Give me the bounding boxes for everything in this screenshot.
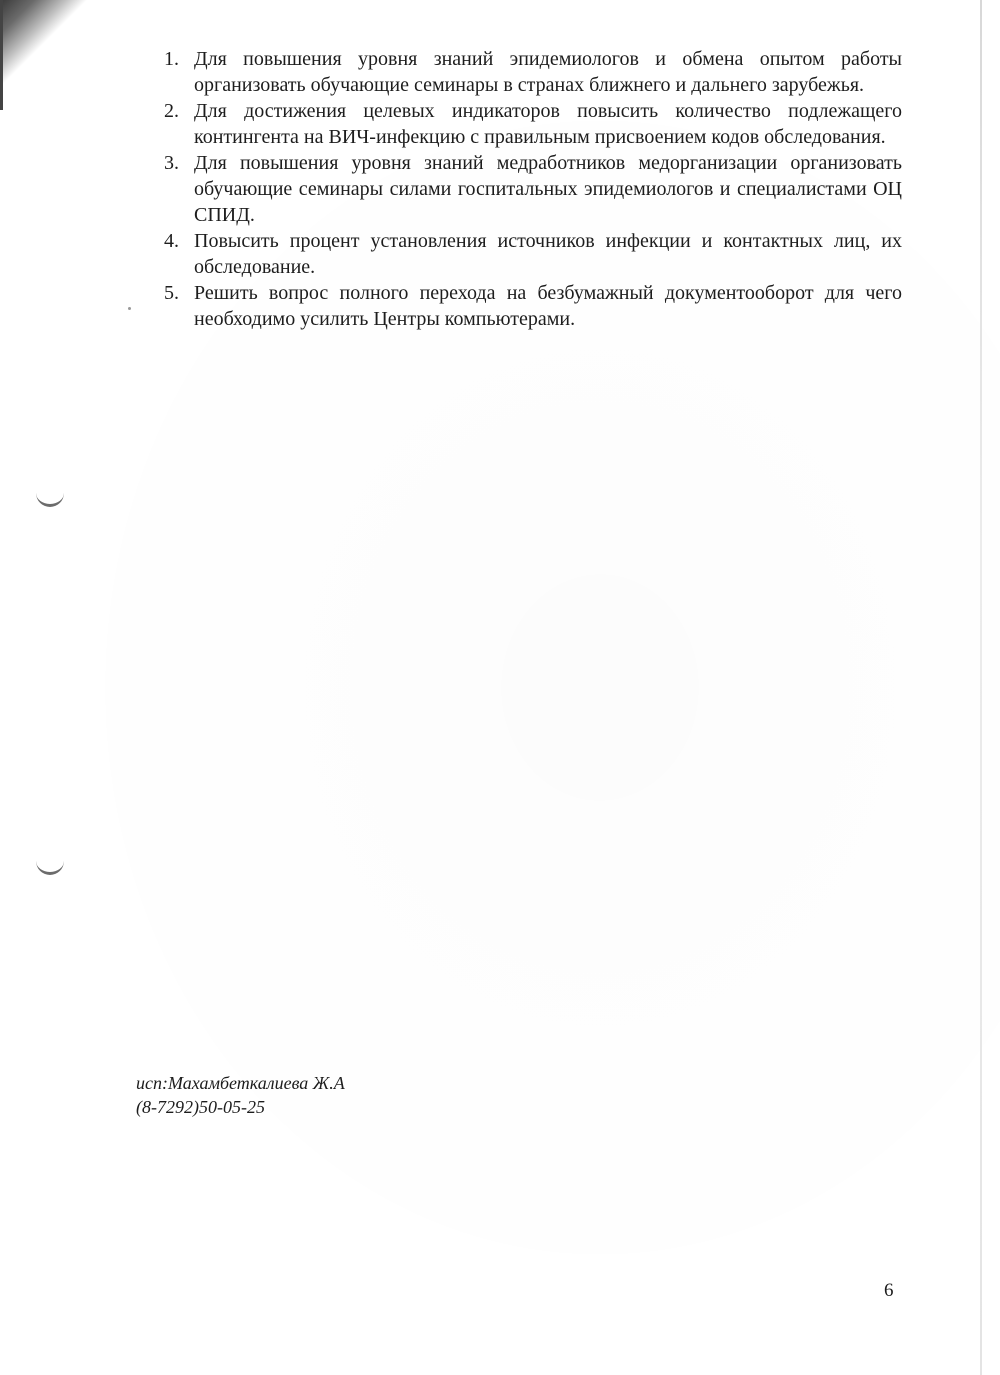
list-item-number: 5. <box>164 282 179 304</box>
list-item-text: Для повышения уровня знаний медработников медорганизации организовать обучающие семинары силами госпитальных эпидемиологов и специалистами ОЦ СПИД. <box>194 152 902 226</box>
list-item <box>160 280 902 332</box>
scan-edge-right <box>980 0 982 1375</box>
page-number: 6 <box>884 1280 894 1301</box>
list-item-text: Для повышения уровня знаний эпидемиологов и обмена опытом работы организовать обучающие семинары в странах ближнего и дальнего зарубежья. <box>194 48 902 96</box>
recommendations-list <box>160 46 902 332</box>
list-item-text: Для достижения целевых индикаторов повысить количество подлежащего контингента на ВИЧ-инфекцию с правильным присвоением кодов обследования. <box>194 100 902 148</box>
scan-corner-fold <box>0 0 90 100</box>
list-item-text: Повысить процент установления источников инфекции и контактных лиц, их обследование. <box>194 230 902 278</box>
scan-edge-left <box>0 0 3 110</box>
executor-block <box>136 1071 345 1119</box>
punch-hole-mark <box>36 492 64 507</box>
list-item-number: 2. <box>164 100 179 122</box>
list-item-number: 3. <box>164 152 179 174</box>
list-item <box>160 98 902 150</box>
list-item-number: 4. <box>164 230 179 252</box>
executor-phone: (8-7292)50-05-25 <box>136 1097 265 1117</box>
list-item <box>160 228 902 280</box>
list-item <box>160 46 902 98</box>
scan-speck <box>128 307 131 310</box>
punch-hole-mark <box>36 860 64 875</box>
list-item <box>160 150 902 228</box>
list-item-number: 1. <box>164 48 179 70</box>
list-item-text: Решить вопрос полного перехода на безбумажный документооборот для чего необходимо усилить Центры компьютерами. <box>194 282 902 330</box>
executor-name: исп:Махамбеткалиева Ж.А <box>136 1073 345 1093</box>
